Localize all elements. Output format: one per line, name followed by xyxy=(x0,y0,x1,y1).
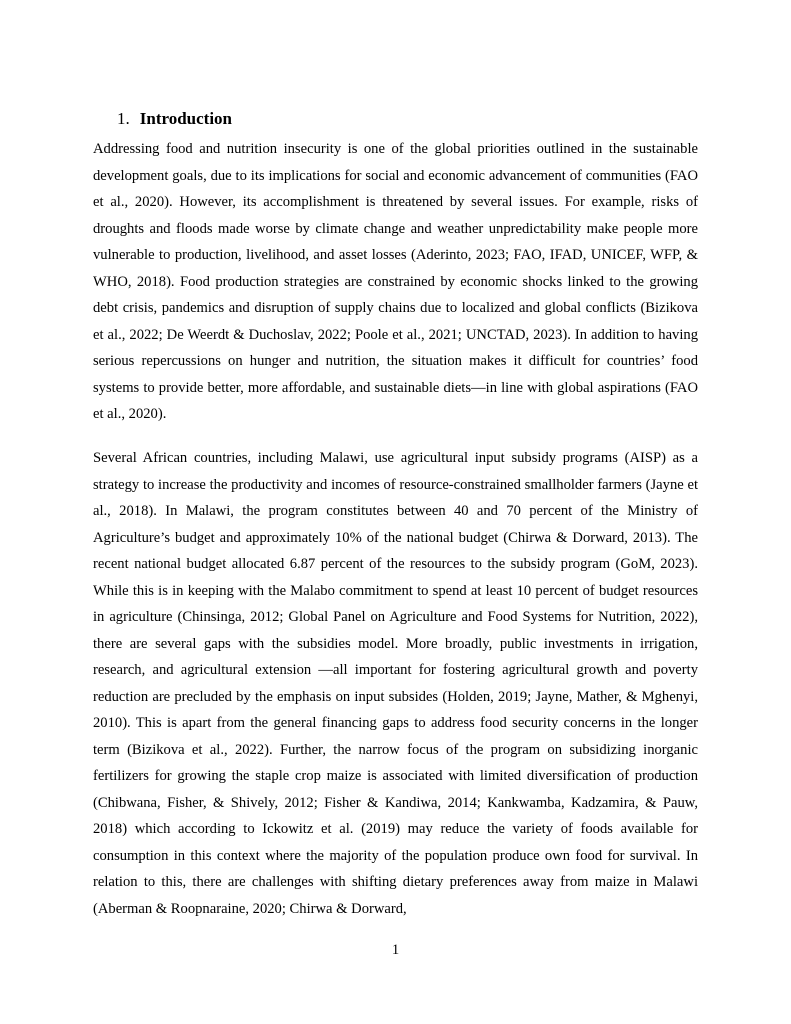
page-number: 1 xyxy=(391,942,400,958)
section-heading xyxy=(117,107,232,131)
section-title: Introduction xyxy=(139,109,233,128)
paragraph-1: Addressing food and nutrition insecurity is one of the global priorities outlined in the sustainable development goals, due to its implications for social and economic advancement of communities (FAO et al., 2020). However, its accomplishment is threatened by several issues. For example, risks of droughts and floods made worse by climate change and weather unpredictability make people more vulnerable to production, livelihood, and asset losses (Aderinto, 2023; FAO, IFAD, UNICEF, WFP, & WHO, 2018). Food production strategies are constrained by economic shocks linked to the growing debt crisis, pandemics and disruption of supply chains due to localized and global conflicts (Bizikova et al., 2022; De Weerdt & Duchoslav, 2022; Poole et al., 2021; UNCTAD, 2023). In addition to having serious repercussions on hunger and nutrition, the situation makes it difficult for countries’ food systems to provide better, more affordable, and sustainable diets—in line with global aspirations (FAO et al., 2020). xyxy=(93,141,698,422)
paragraph-2: Several African countries, including Malawi, use agricultural input subsidy programs (AISP) as a strategy to increase the productivity and incomes of resource-constrained smallholder farmers (Jayne et al., 2018). In Malawi, the program constitutes between 40 and 70 percent of the Ministry of Agriculture’s budget and approximately 10% of the national budget (Chirwa & Dorward, 2013). The recent national budget allocated 6.87 percent of the resources to the subsidy program (GoM, 2023). While this is in keeping with the Malabo commitment to spend at least 10 percent of budget resources in agriculture (Chinsinga, 2012; Global Panel on Agriculture and Food Systems for Nutrition, 2022), there are several gaps with the subsidies model. More broadly, public investments in irrigation, research, and agricultural extension —all important for fostering agricultural growth and poverty reduction are precluded by the emphasis on input subsides (Holden, 2019; Jayne, Mather, & Mghenyi, 2010). This is apart from the general financing gaps to address food security concerns in the longer term (Bizikova et al., 2022). Further, the narrow focus of the program on subsidizing inorganic fertilizers for growing the staple crop maize is associated with limited diversification of production (Chibwana, Fisher, & Shively, 2012; Fisher & Kandiwa, 2014; Kankwamba, Kadzamira, & Pauw, 2018) which according to Ickowitz et al. (2019) may reduce the variety of foods available for consumption in this context where the majority of the population produce own food for survival. In relation to this, there are challenges with shifting dietary preferences away from maize in Malawi (Aberman & Roopnaraine, 2020; Chirwa & Dorward, xyxy=(93,450,698,917)
section-number: 1. xyxy=(117,109,130,128)
